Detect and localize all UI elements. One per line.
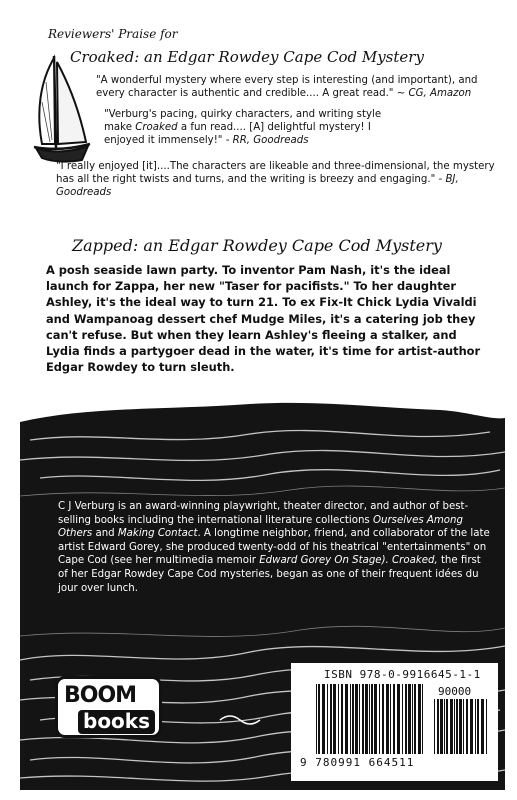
isbn-barcode [316,684,426,754]
review-quote-3 [56,160,501,200]
bio-text: . A longtime neighbor, friend, and collaborator of the late artist Edward Gorey, she produced twenty-odd of his theatrical "entertainments" on Cape Cod (see her multimedia memoir [58,528,490,567]
quote-attribution: - BJ, Goodreads [56,174,459,199]
bio-book-title: Ourselves Among Others [58,514,463,540]
bio-text: C J Verburg is an award-winning playwright, theater director, and author of best-selling books including the international literature collections [58,501,469,526]
isbn-label: ISBN 978-0-9916645-1-1 [324,668,481,681]
price-barcode [434,699,490,754]
price-code: 90000 [438,685,472,698]
quote-attribution: ~ CG, Amazon [396,88,472,100]
review-quote-1 [96,74,496,100]
quote-text: "Verburg's pacing, quirky characters, and writing style make [104,109,382,134]
book-title: Zapped: an Edgar Rowdey Cape Cod Mystery [72,236,442,255]
publisher-logo [55,676,162,738]
quote-book-title: Croaked [135,122,178,134]
quote-text: "I really enjoyed [it]....The characters are likeable and three-dimensional, the mystery has all the right twists and turns, and the writing is breezy and engaging." [56,161,495,186]
quote-text: "A wonderful mystery where every step is interesting (and important), and every character is authentic and credible.... A great read." [96,75,478,100]
book-blurb: A posh seaside lawn party. To inventor Pam Nash, it's the ideal launch for Zappa, her new "Taser for pacifists." To her daughter Ashley, it's the ideal way to turn 21. To ex Fix-It Chick Lydia Vivaldi and Wampanoag dessert chef Mudge Miles, it's a catering job they can't refuse. But when they learn Ashley's fleeing a stalker, and Lydia finds a partygoer dead in the water, it's time for artist-author Edgar Rowdey to turn sleuth. [46,263,481,375]
author-bio [58,500,490,595]
barcode-digits: 9 780991 664511 [300,756,415,769]
quote-attribution: - RR, Goodreads [225,135,309,147]
bio-book-title: Croaked, [392,555,438,567]
bio-text: the first of her Edgar Rowdey Cape Cod mysteries, began as one of their frequent idées du jour over lunch. [58,555,481,594]
bio-text: and [92,528,118,540]
quote-text: a fun read.... [A] delightful mystery! I enjoyed it immensely!" [104,122,371,147]
review-quote-2 [104,108,404,148]
praise-heading: Reviewers' Praise for [48,27,178,41]
bio-book-title: Making Contact [117,528,198,540]
publisher-logo-bottom: books [78,710,155,734]
sailboat-illustration [30,52,92,164]
bio-book-title: Edward Gorey On Stage). [259,555,389,567]
publisher-logo-top: BOOM [64,683,137,708]
praised-book-title: Croaked: an Edgar Rowdey Cape Cod Mystery [70,48,424,66]
